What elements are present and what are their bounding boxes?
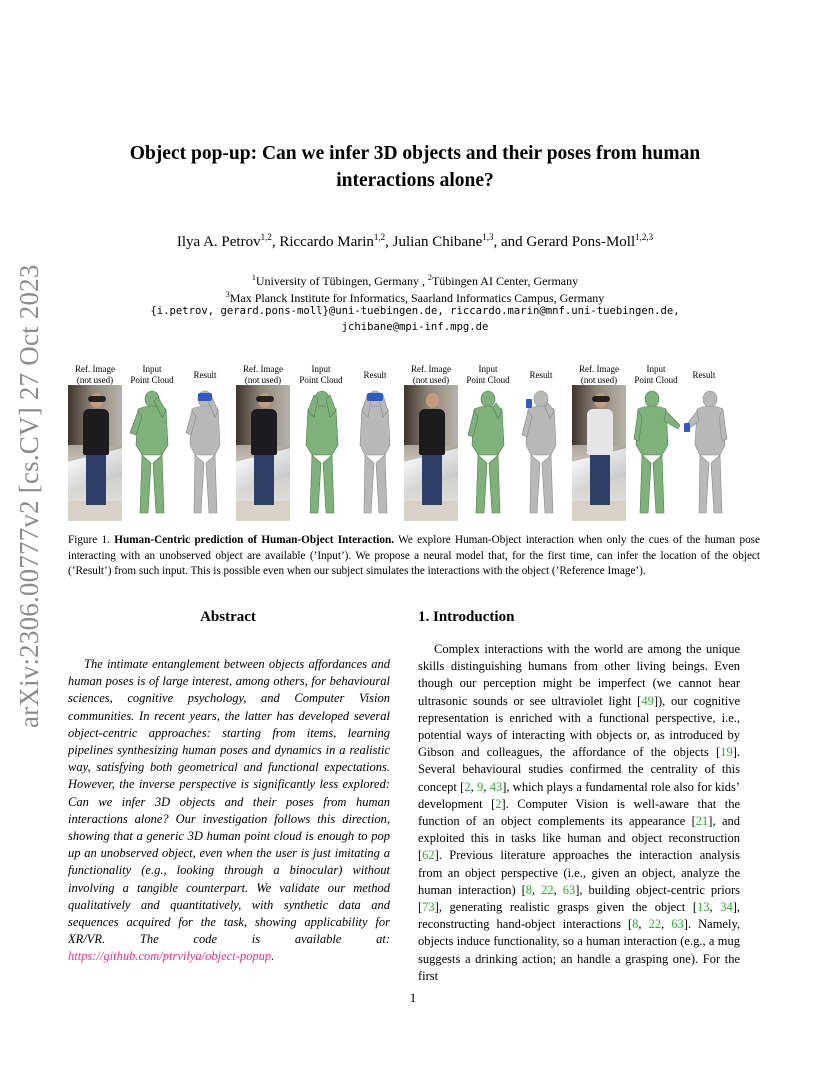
citation-link[interactable]: 22 <box>648 917 662 932</box>
intro-text: ]), our cognitive representation is enriched with a functional perspective, i.e., potential ways of interacting with objects or, as introduced by Gibson and colleagues, the affordance of the objects [ <box>418 693 740 760</box>
title-line-2: interactions alone? <box>336 170 494 191</box>
abstract-heading: Abstract <box>200 609 256 625</box>
intro-text: , <box>470 779 478 794</box>
reference-image-photo <box>404 385 458 521</box>
affiliation-sup: 3 <box>225 290 230 299</box>
author-name: Gerard Pons-Moll <box>526 234 636 250</box>
intro-text: ]. Several behavioural studies confirmed the centrality of this concept [ <box>418 745 740 794</box>
citation-link[interactable]: 49 <box>641 693 654 708</box>
citation-link[interactable]: 8 <box>525 882 533 897</box>
citation-link[interactable]: 63 <box>671 917 684 932</box>
intro-text: , <box>483 779 490 794</box>
result-figure <box>684 385 728 521</box>
affiliation-text: Max Planck Institute for Informatics, Saarland Informatics Campus, Germany <box>229 291 605 305</box>
label-input: Input Point Cloud <box>299 364 343 385</box>
abstract-body <box>68 656 390 966</box>
label-input: Input Point Cloud <box>466 364 510 385</box>
code-link[interactable]: https://github.com/ptrvilya/object-popup <box>68 949 272 964</box>
affiliation-sup: 1 <box>251 273 256 282</box>
label-ref-image: Ref. Image (not used) <box>411 364 451 385</box>
intro-text: Complex interactions with the world are among the unique skills distinguishing humans from other living beings. Even though our perception might be imperfect (we cannot hear ultrasonic sounds or see ultraviolet light [ <box>418 642 740 708</box>
arxiv-stamp: arXiv:2306.00777v2 [cs.CV] 27 Oct 2023 <box>14 264 44 728</box>
intro-text: ]. Computer Vision is well-aware that the function of an object complements its appearance [ <box>418 796 740 829</box>
citation-link[interactable]: 19 <box>720 745 733 760</box>
intro-text: ], which plays a fundamental role also for kids’ development [ <box>418 779 741 811</box>
emails-line-1: {i.petrov, gerard.pons-moll}@uni-tuebingen.de, riccardo.marin@mnf.uni-tuebingen.de, <box>150 305 680 317</box>
author-name: Julian Chibane <box>392 234 483 250</box>
citation-link[interactable]: 2 <box>464 779 471 794</box>
author-affiliation-sup: 1,2 <box>260 232 272 242</box>
citation-link[interactable]: 22 <box>541 882 554 897</box>
input-point-cloud-figure <box>292 385 350 521</box>
citation-link[interactable]: 62 <box>422 848 435 863</box>
author-separator: , and <box>493 234 527 250</box>
input-point-cloud-figure <box>628 385 684 521</box>
input-point-cloud-figure <box>124 385 180 521</box>
intro-text: , <box>638 917 649 932</box>
paper-title <box>100 140 730 194</box>
result-figure <box>516 385 566 521</box>
label-result: Result <box>363 370 387 380</box>
figure-caption <box>68 533 760 580</box>
author-affiliation-sup: 1,2 <box>373 232 386 242</box>
author-name: Ilya A. Petrov <box>176 234 261 250</box>
intro-text: ]. Previous literature approaches the interaction analysis from an object perspective (i.e., given an object, analyze the human interaction) [ <box>418 848 740 897</box>
intro-text: , <box>532 882 542 897</box>
caption-title: Human-Centric prediction of Human-Object Interaction. <box>114 534 395 546</box>
abstract-text: The intimate entanglement between objects affordances and human poses is of large interest, among others, for behavioural sciences, cognitive psychology, and Computer Vision communities. In recent years, the latter has developed several object-centric approaches: starting from items, learning pipelines synthesizing human poses and dynamics in a realistic way, satisfying both geometrical and functional expectations. However, the inverse perspective is significantly less explored: Can we infer 3D objects and their poses from human interactions alone? Our investigation follows this direction, showing that a generic 3D human point cloud is enough to pop up an unobserved object, even when the user is just imitating a functionality (e.g., looking through a binocular) without involving a tangible counterpart. We validate our method qualitatively and quantitatively, with synthetic data and sequences acquired for the task, showing applicability for XR/VR. The code is available at: <box>68 657 390 947</box>
intro-text: , <box>709 900 721 915</box>
citation-link[interactable]: 9 <box>477 779 484 794</box>
label-input: Input Point Cloud <box>634 364 678 385</box>
introduction-body <box>418 641 740 985</box>
author-affiliation-sup: 1,2,3 <box>635 232 654 242</box>
label-result: Result <box>529 370 553 380</box>
citation-link[interactable]: 34 <box>720 900 733 915</box>
label-ref-image: Ref. Image (not used) <box>75 364 115 385</box>
caption-text: We explore Human-Object interaction when only the cues of the human pose interacting with an unobserved object are available (’Input’). We propose a neural model that, for the first time, can infer the location of the object (’Result’) from such input. This is possible even when our subject simulates the interactions with the object (’Reference Image’). <box>68 534 760 577</box>
result-figure <box>182 385 228 521</box>
caption-label: Figure 1. <box>68 534 110 546</box>
result-figure <box>350 385 400 521</box>
author-separator: , <box>271 234 280 250</box>
author-affiliation-sup: 1,3 <box>482 232 494 242</box>
citation-link[interactable]: 63 <box>562 882 576 897</box>
citation-link[interactable]: 73 <box>422 900 435 915</box>
input-point-cloud-figure <box>460 385 516 521</box>
author-list <box>80 232 750 251</box>
intro-text: , <box>553 882 563 897</box>
label-ref-image: Ref. Image (not used) <box>579 364 619 385</box>
reference-image-photo <box>68 385 122 521</box>
author-name: Riccardo Marin <box>279 234 374 250</box>
citation-link[interactable]: 13 <box>697 900 710 915</box>
emails-line-2: jchibane@mpi-inf.mpg.de <box>341 321 489 333</box>
intro-text: ], and exploited this in tasks like human and object reconstruction [ <box>418 814 740 863</box>
page-number: 1 <box>409 991 417 1005</box>
introduction-heading: 1. Introduction <box>418 609 515 625</box>
intro-text: ], generating realistic grasps given the object [ <box>434 900 697 915</box>
affiliation-sup: 2 <box>427 273 432 282</box>
citation-link[interactable]: 2 <box>495 796 502 811</box>
label-result: Result <box>692 370 716 380</box>
affiliation-line-1 <box>80 273 750 289</box>
intro-text: ], reconstructing hand-object interactions [ <box>418 900 740 932</box>
affiliation-text: Tübingen AI Center, Germany <box>431 274 579 288</box>
label-result: Result <box>193 370 217 380</box>
citation-link[interactable]: 21 <box>695 814 709 829</box>
label-ref-image: Ref. Image (not used) <box>243 364 283 385</box>
reference-image-photo <box>572 385 626 521</box>
intro-text: ], building object-centric priors [ <box>418 882 741 915</box>
author-separator: , <box>385 234 393 250</box>
title-line-1: Object pop-up: Can we infer 3D objects and their poses from human <box>129 143 701 164</box>
intro-text: ]. Namely, objects induce functionality, so a human interaction (e.g., a mug suggests a drinking action; an handle a grasping one). For the first <box>418 917 741 983</box>
citation-link[interactable]: 8 <box>632 917 639 932</box>
abstract-end: . <box>271 949 275 964</box>
affiliation-text: University of Tübingen, Germany , <box>255 274 428 288</box>
citation-link[interactable]: 43 <box>489 779 503 794</box>
label-input: Input Point Cloud <box>130 364 174 385</box>
intro-text: , <box>661 917 672 932</box>
reference-image-photo <box>236 385 290 521</box>
affiliation-line-2 <box>80 290 750 306</box>
